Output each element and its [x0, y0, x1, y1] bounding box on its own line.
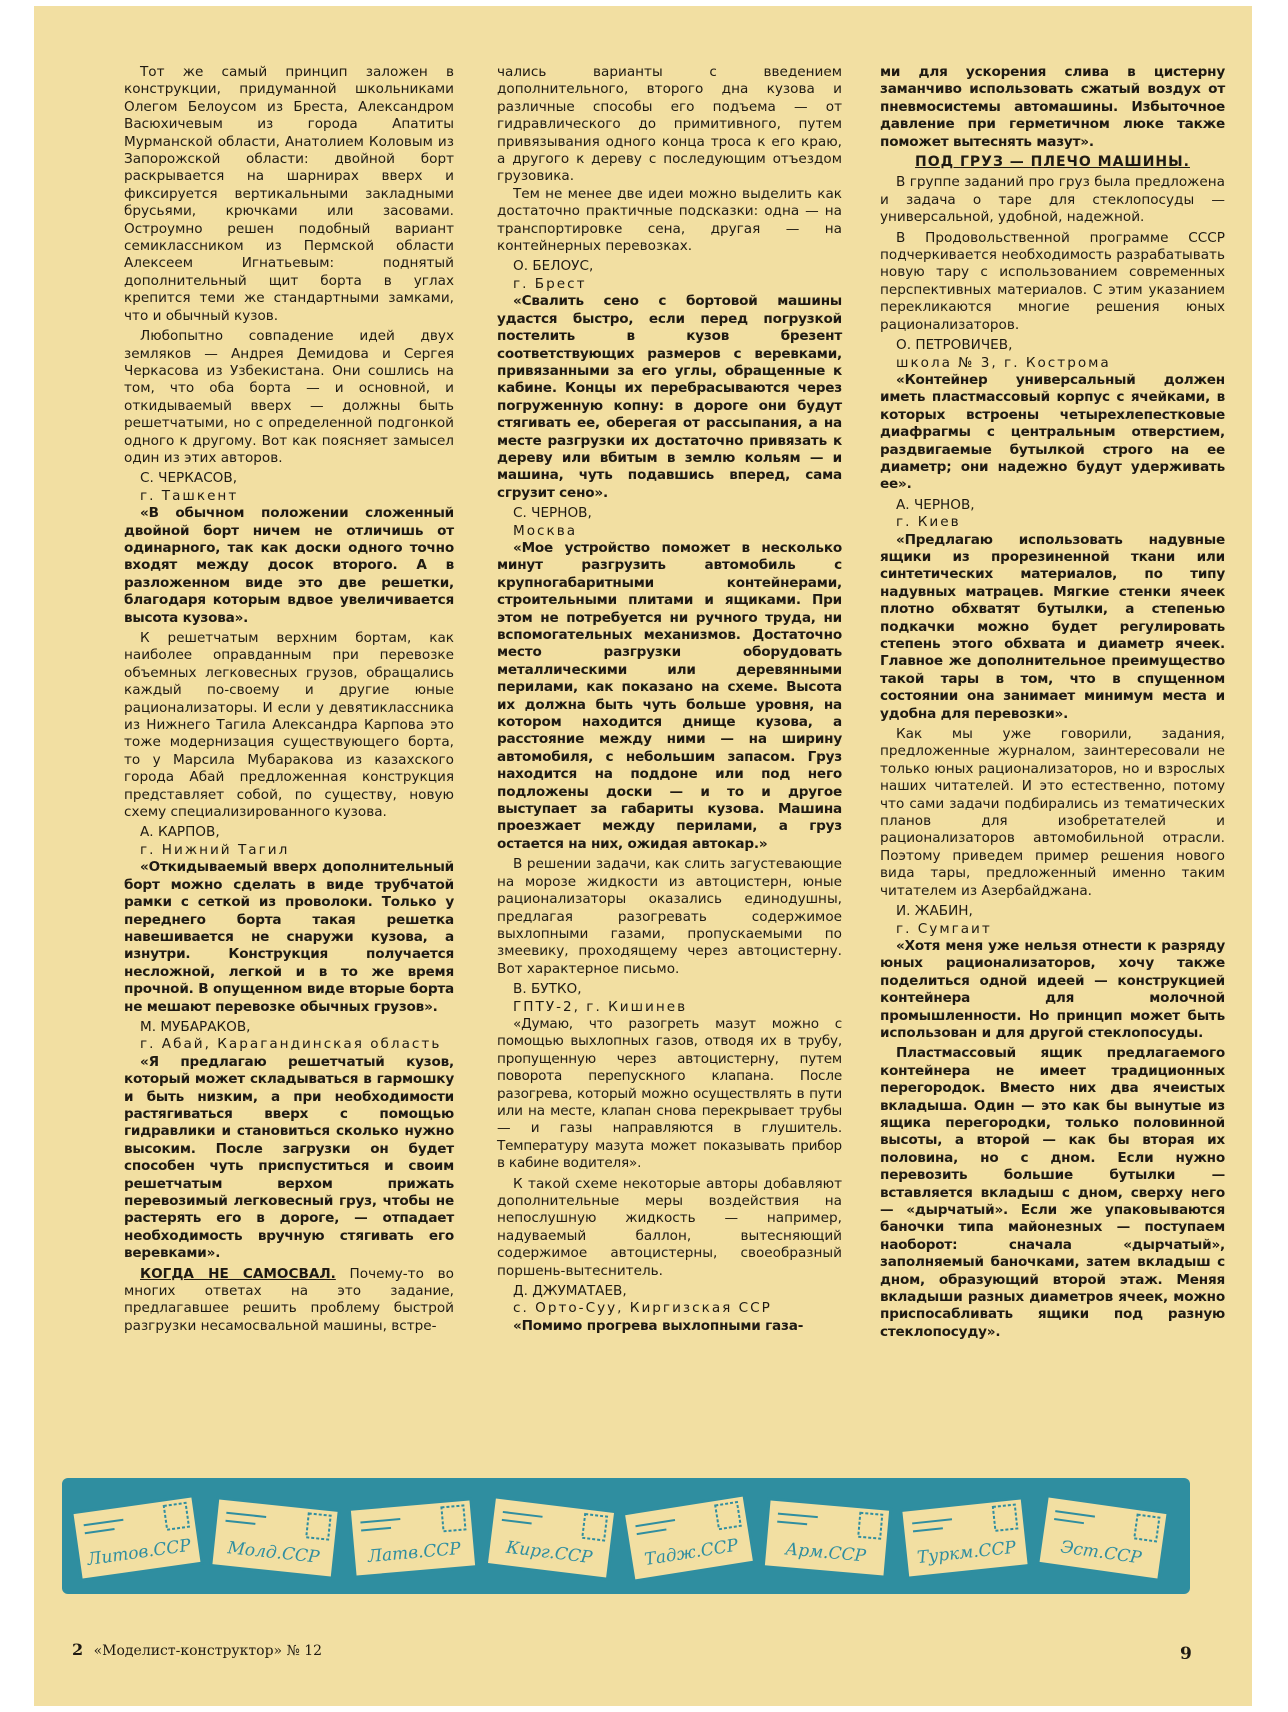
quote: «Я предлагаю решетчатый кузов, который может складываться в гармошку и быть низким, а при необходимости растягиваться вверх с помощью гидравлики и становиться сколько нужно высоким. После загрузки он будет способен чуть приспуститься и своим решетчатым верхом прижать перевозимый легковесный груз, чтобы не растерять его в дороге, — отпадает необходимость вручную стягивать его веревками».: [124, 1053, 454, 1262]
author-name: А. КАРПОВ,: [140, 824, 220, 841]
quote: «Откидываемый вверх дополнительный борт можно сделать в виде трубчатой рамки с сеткой из проволоки. Только у переднего борта такая решетка навешивается не снаружи кузова, а изнутри. Конструкция получается несложной, легкой и в то же время прочной. В опущенном виде вторые борта не мешают перевозке обычных грузов».: [124, 859, 454, 1015]
paragraph: В Продовольственной программе СССР подчеркивается необходимость разрабатывать новую тару с использованием современных перспективных материалов. С этим указанием перекликаются многие решения юных рационализаторов.: [880, 229, 1225, 333]
envelope-label: Литов.ССР: [86, 1535, 193, 1571]
author-place: г. Абай, Карагандинская область: [140, 1036, 442, 1053]
author-place: школа № 3, г. Кострома: [896, 354, 1111, 371]
text-column-1: [124, 64, 454, 1338]
author-name: О. ПЕТРОВИЧЕВ,: [896, 337, 1013, 354]
text-column-3: [880, 64, 1225, 1344]
quote: «Помимо прогрева выхлопными газа-: [513, 1317, 804, 1334]
footer: [72, 1640, 322, 1659]
quote: ми для ускорения слива в цистерну заманчиво использовать сжатый воздух от пневмосистемы автомашины. Избыточное давление при герметичном люке также поможет вытеснять мазут».: [880, 64, 1225, 150]
author-name: А. ЧЕРНОВ,: [896, 496, 975, 513]
author-name: Д. ДЖУМАТАЕВ,: [513, 1283, 627, 1300]
envelope-label: Латв.ССР: [367, 1538, 462, 1567]
paragraph: Любопытно совпадение идей двух земляков — Андрея Демидова и Сергея Черкасова из Узбекистана. Они сошлись на том, что оба борта — и основной, и откидываемый вверх — должны быть решетчатыми, но с определенной подгонкой одного к другому. Вот как поясняет замысел один из этих авторов.: [124, 328, 454, 466]
envelope-label: Арм.ССР: [784, 1539, 867, 1567]
envelope-label: Кирг.ССР: [505, 1537, 594, 1569]
envelope-label: Молд.ССР: [226, 1538, 321, 1568]
paragraph: К решетчатым верхним бортам, как наиболее оправданным при перевозке объемных легковесных грузов, обращались каждый по-своему и другие юные рационализаторы. И если у девятиклассника из Нижнего Тагила Александра Карпова это тоже модернизация существующего борта, то у Марсила Мубаракова из казахского города Абай предложенная конструкция представляет собой, по существу, новую схему специализированного кузова.: [124, 630, 454, 821]
quote: «Контейнер универсальный должен иметь пластмассовый корпус с ячейками, в которых встроены четырехлепестковые диафрагмы с центральным отверстием, раздвигаемые бутылкой строго на ее диаметр; они надежно будут удерживать ее».: [880, 371, 1225, 493]
section-text: Почему-то во многих ответах на это задание, предлагавшее решить проблему быстрой разгрузки несамосвальной машины, встре-: [124, 1265, 454, 1334]
paragraph: чались варианты с введением дополнительного, второго дна кузова и различные способы его подъема — от гидравлического до примитивного, путем привязывания одного конца троса к его краю, а другого к дереву с последующим отъездом грузовика.: [497, 64, 842, 185]
paragraph: Тем не менее две идеи можно выделить как достаточно практичные подсказки: одна — на транспортировке сена, другая — на контейнерных перевозках.: [497, 185, 842, 255]
author-place: с. Орто-Суу, Киргизская ССР: [513, 1300, 772, 1317]
paragraph: В решении задачи, как слить загустевающие на морозе жидкости из автоцистерн, юные рационализаторы оказались единодушны, предлагая разогревать содержимое выхлопными газами, пропускаемыми по змеевику, проходящему через автоцистерну. Вот характерное письмо.: [497, 856, 842, 977]
author-name: С. ЧЕРКАСОВ,: [140, 470, 238, 487]
envelope: [486, 1497, 615, 1579]
author-name: О. БЕЛОУС,: [513, 258, 594, 275]
envelope-label: Туркм.ССР: [916, 1537, 1017, 1569]
author-name: С. ЧЕРНОВ,: [513, 505, 592, 522]
envelope-body: [486, 1497, 615, 1579]
quote: Пластмассовый ящик предлагаемого контейнера не имеет традиционных перегородок. Вместо них два ячеистых вкладыша. Один — это как бы вынутые из ящика перегородки, только половинной высоты, а второй — как бы вторая их половина, но с дном. Если нужно перевозить большие бутылки — вставляется вкладыш с дном, сверху него — «дырчатый». Если же упаковываются баночки типа майонезных — поступаем наоборот: сначала «дырчатый», заполняемый баночками, затем вкладыш с дном, образующий второй этаж. Меняя вкладыши разных диаметров ячеек, можно приспосабливать ящики под разную стеклопосуду».: [880, 1045, 1225, 1340]
paragraph: В группе заданий про груз была предложена и задача о таре для стеклопосуды — универсальной, удобной, надежной.: [880, 174, 1225, 226]
quote: «Мое устройство поможет в несколько минут разгрузить автомобиль с крупногабаритными контейнерами, строительными плитами и ящиками. При этом не потребуется ни ручного труда, ни вспомогательных механизмов. Достаточно место разгрузки оборудовать металлическими или деревянными перилами, как показано на схеме. Высота их должна быть чуть больше уровня, на котором находится днище кузова, а расстояние между ними — на ширину автомобиля, с небольшим запасом. Груз находится на поддоне или под него подложены доски — и то и другое выступает за габариты кузова. Машина проезжает между перилами, а груз остается на них, ожидая автокар.»: [497, 539, 842, 852]
quote: «Хотя меня уже нельзя отнести к разряду юных рационализаторов, хочу также поделиться одной идеей — конструкцией контейнера для молочной промышленности. Но принцип может быть использован и для другой стеклопосуды.: [880, 937, 1225, 1041]
author-place: г. Брест: [513, 275, 587, 292]
section-heading: ПОД ГРУЗ — ПЛЕЧО МАШИНЫ.: [915, 154, 1190, 171]
paragraph: Как мы уже говорили, задания, предложенные журналом, заинтересовали не только юных рационализаторов, но и взрослых наших читателей. И это естественно, потому что сами задачи подбирались из тематических планов для изобретателей и рационализаторов автомобильной отрасли. Поэтому приведем пример решения нового вида тары, предложенный именно таким читателем из Азербайджана.: [880, 726, 1225, 899]
quote: «В обычном положении сложенный двойной борт ничем не отличишь от одинарного, так как доски одного точно входят между досок второго. А в разложенном виде это две решетки, благодаря которым вдвое увеличивается высота кузова».: [124, 505, 454, 626]
journal-title: «Моделист-конструктор» № 12: [93, 1643, 323, 1659]
paragraph: К такой схеме некоторые авторы добавляют дополнительные меры воздействия на непослушную жидкость — например, надуваемый баллон, вытесняющий содержимое автоцистерны, своеобразный поршень-вытеснитель.: [497, 1175, 842, 1279]
envelope: [211, 1498, 339, 1578]
envelope: [763, 1499, 890, 1577]
author-place: г. Ташкент: [140, 487, 239, 504]
author-place: г. Сумгаит: [896, 920, 992, 937]
quote: «Думаю, что разогреть мазут можно с помощью выхлопных газов, отводя их в трубу, пропущенную через автоцистерну, путем поворота перепускного клапана. После разогрева, который можно осуществлять в пути или на месте, клапан снова перекрывает трубы — и газы направляются в глушитель. Температуру мазута может показывать прибор в кабине водителя».: [497, 1015, 842, 1172]
author-name: В. БУТКО,: [513, 981, 582, 998]
envelopes-banner: [62, 1474, 1190, 1598]
author-place: г. Нижний Тагил: [140, 841, 290, 858]
author-name: И. ЖАБИН,: [896, 903, 973, 920]
paragraph: Тот же самый принцип заложен в конструкции, придуманной школьниками Олегом Белоусом из Бреста, Александром Васюхичевым из города Апатиты Мурманской области, Анатолием Коловым из Запорожской области: двойной борт раскрывается на шарнирах вверх и фиксируется вертикальными закладными брусьями, крючками или засовами. Остроумно решен подобный вариант семиклассником из Пермской области Алексеем Игнатьевым: поднятый дополнительный щит борта в углах крепится теми же стандартными замками, что и обычный кузов.: [124, 64, 454, 324]
section-heading: КОГДА НЕ САМОСВАЛ.: [140, 1265, 336, 1282]
author-name: М. МУБАРАКОВ,: [140, 1018, 251, 1035]
envelope-body: [763, 1499, 890, 1577]
envelope-label: Эст.ССР: [1059, 1537, 1143, 1569]
magazine-page: [34, 6, 1252, 1706]
envelope-label: Тадж.ССР: [643, 1535, 740, 1571]
envelope: [349, 1499, 476, 1577]
envelope: [901, 1498, 1029, 1578]
author-place: г. Киев: [896, 514, 961, 531]
section-paragraph: [124, 1266, 454, 1336]
author-place: ГПТУ-2, г. Кишинев: [513, 998, 688, 1015]
quote: «Предлагаю использовать надувные ящики из прорезиненной ткани или синтетических материалов, по типу надувных матрацев. Мягкие стенки ячеек плотно обхватят бутылки, а степенью подкачки можно будет регулировать степень этого обхвата и диаметр ячеек. Главное же дополнительное преимущество такой тары в том, что в спущенном состоянии она занимает минимум места и удобна для перевозки».: [880, 531, 1225, 722]
quote: «Свалить сено с бортовой машины удастся быстро, если перед погрузкой постелить в кузов брезент соответствующих размеров с веревками, привязанными за его углы, обращенные к кабине. Концы их перебрасываются через погруженную копну: в дороге они будут стягивать ее, оберегая от рассыпания, а на месте разгрузки их достаточно привязать к дереву или вбитым в землю кольям — и машина, чуть подавшись вперед, сама сгрузит сено».: [497, 293, 842, 501]
author-place: Москва: [513, 522, 578, 539]
page-number: 2: [72, 1640, 84, 1659]
text-column-2: [497, 64, 842, 1338]
folio-number: 9: [1180, 1644, 1192, 1664]
